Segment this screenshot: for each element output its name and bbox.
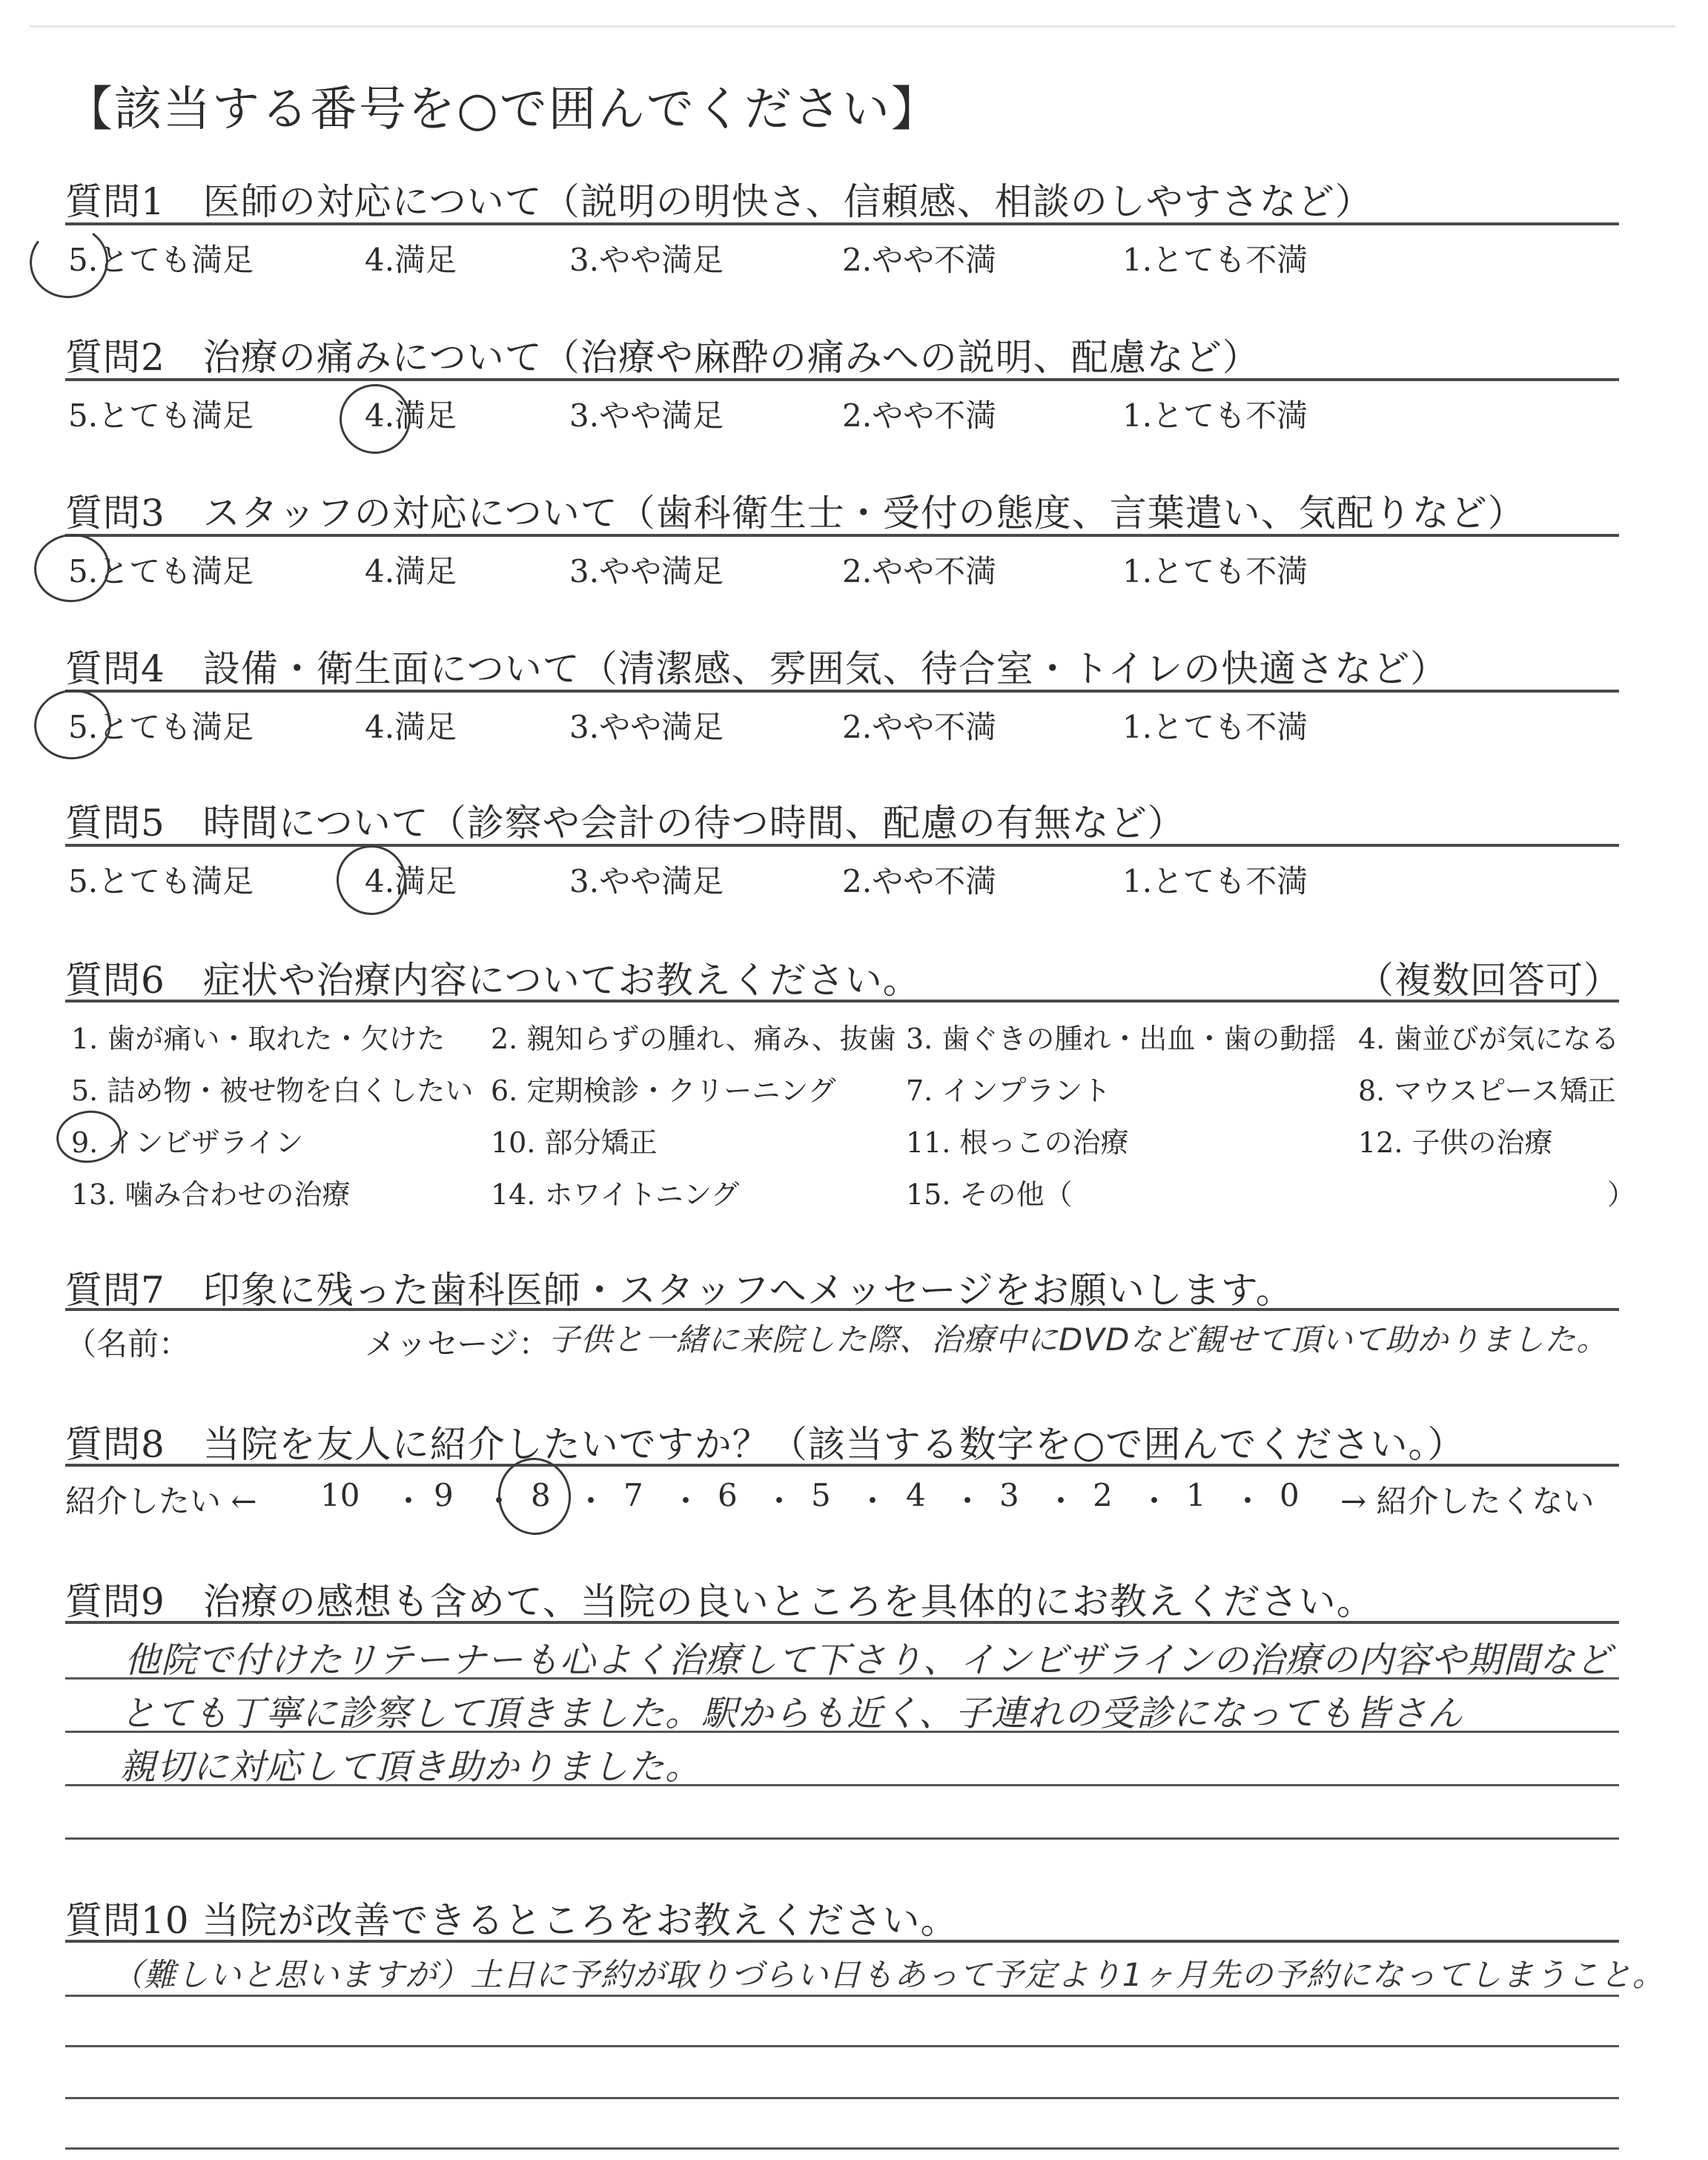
q8-right-label: → 紹介したくない — [1340, 1483, 1595, 1519]
scan-top-edge — [30, 25, 1675, 27]
q10-answer-text: （難しいと思いますが）土日に予約が取りづらい日もあって予定より1ヶ月先の予約になってしまうこと。 — [111, 1957, 1665, 1994]
q3-option-3[interactable]: 3.やや満足 — [569, 553, 724, 589]
q8-score-2[interactable]: 2 — [1093, 1477, 1113, 1513]
q4-option-1[interactable]: 1.とても不満 — [1122, 709, 1308, 745]
q8-dot: ・ — [1139, 1483, 1171, 1519]
q6-option-7[interactable]: 7. インプラント — [906, 1074, 1111, 1107]
q1-option-4[interactable]: 4.満足 — [365, 242, 457, 278]
q3-option-5[interactable]: 5.とても満足 — [68, 553, 254, 589]
q10-heading: 質問10 当院が改善できるところをお教えください。 — [65, 1899, 959, 1942]
q5-option-1[interactable]: 1.とても不満 — [1122, 863, 1308, 899]
q3-selection-circle — [30, 529, 114, 607]
q5-option-3[interactable]: 3.やや満足 — [569, 863, 724, 899]
q8-left-label: 紹介したい ← — [65, 1483, 257, 1519]
q6-option-8[interactable]: 8. マウスピース矯正 — [1358, 1074, 1616, 1107]
q8-score-3[interactable]: 3 — [999, 1477, 1019, 1513]
q8-score-0[interactable]: 0 — [1280, 1477, 1300, 1513]
q2-option-4[interactable]: 4.満足 — [365, 397, 457, 434]
q8-score-4[interactable]: 4 — [906, 1477, 926, 1513]
q1-option-2[interactable]: 2.やや不満 — [842, 242, 997, 278]
q8-dot: ・ — [483, 1483, 515, 1519]
q2-option-2[interactable]: 2.やや不満 — [842, 397, 997, 434]
q6-option-11[interactable]: 11. 根っこの治療 — [906, 1126, 1129, 1159]
q4-option-2[interactable]: 2.やや不満 — [842, 709, 997, 745]
q6-divider — [65, 1000, 1619, 1003]
q8-dot: ・ — [764, 1483, 795, 1519]
q3-heading: 質問3 スタッフの対応について（歯科衛生士・受付の態度、言葉遣い、気配りなど） — [65, 492, 1526, 535]
q6-multi-note: （複数回答可） — [1357, 959, 1621, 1002]
q1-selection-circle — [25, 220, 113, 303]
q9-answer-text: とても丁寧に診察して頂きました。駅からも近く、子連れの受診になっても皆さん — [120, 1693, 1464, 1734]
q7-heading: 質問7 印象に残った歯科医師・スタッフへメッセージをお願いします。 — [65, 1269, 1294, 1312]
q9-answer-text: 他院で付けたリテーナーも心よく治療して下さり、インビザラインの治療の内容や期間など — [125, 1639, 1612, 1681]
q8-dot: ・ — [670, 1483, 702, 1519]
q7-message-text: 子供と一緒に来院した際、治療中にDVDなど観せて頂いて助かりました。 — [549, 1321, 1609, 1358]
q6-other-close-paren: ） — [1607, 1178, 1636, 1211]
q6-option-5[interactable]: 5. 詰め物・被せ物を白くしたい — [71, 1074, 474, 1107]
q8-score-7[interactable]: 7 — [623, 1477, 643, 1513]
q2-heading: 質問2 治療の痛みについて（治療や麻酔の痛みへの説明、配慮など） — [65, 336, 1260, 379]
q5-heading: 質問5 時間について（診察や会計の待つ時間、配慮の有無など） — [65, 802, 1185, 845]
q3-option-4[interactable]: 4.満足 — [365, 553, 457, 589]
q7-message-label: メッセージ： — [365, 1326, 550, 1362]
q8-dot: ・ — [575, 1483, 607, 1519]
q9-answer-text: 親切に対応して頂き助かりました。 — [120, 1746, 702, 1788]
q3-divider — [65, 534, 1619, 537]
q8-dot: ・ — [1045, 1483, 1077, 1519]
q1-heading: 質問1 医師の対応について（説明の明快さ、信頼感、相談のしやすさなど） — [65, 180, 1373, 223]
q7-name-label: （名前： — [65, 1326, 191, 1362]
q6-option-6[interactable]: 6. 定期検診・クリーニング — [491, 1074, 836, 1107]
q6-option-3[interactable]: 3. 歯ぐきの腫れ・出血・歯の動揺 — [906, 1023, 1337, 1055]
q8-dot: ・ — [393, 1483, 425, 1519]
q4-option-3[interactable]: 3.やや満足 — [569, 709, 724, 745]
q1-option-1[interactable]: 1.とても不満 — [1122, 242, 1308, 278]
q8-dot: ・ — [1232, 1483, 1264, 1519]
q2-option-3[interactable]: 3.やや満足 — [569, 397, 724, 434]
q2-option-5[interactable]: 5.とても満足 — [68, 397, 254, 434]
q9-heading: 質問9 治療の感想も含めて、当院の良いところを具体的にお教えください。 — [65, 1580, 1374, 1623]
q8-score-1[interactable]: 1 — [1186, 1477, 1206, 1513]
q5-divider — [65, 844, 1619, 847]
q6-option-4[interactable]: 4. 歯並びが気になる — [1358, 1023, 1620, 1055]
q6-option-9[interactable]: 9. インビザライン — [71, 1126, 304, 1159]
q6-option-15[interactable]: 15. その他（ — [906, 1178, 1073, 1211]
q10-divider — [65, 1940, 1619, 1943]
q5-option-5[interactable]: 5.とても満足 — [68, 863, 254, 899]
q1-option-3[interactable]: 3.やや満足 — [569, 242, 724, 278]
q1-divider — [65, 222, 1619, 225]
q9-divider — [65, 1621, 1619, 1624]
q8-dot: ・ — [857, 1483, 889, 1519]
q2-option-1[interactable]: 1.とても不満 — [1122, 397, 1308, 434]
q6-heading: 質問6 症状や治療内容についてお教えください。 — [65, 959, 921, 1002]
q3-option-1[interactable]: 1.とても不満 — [1122, 553, 1308, 589]
q9-answer-line — [65, 1837, 1619, 1840]
q6-option-10[interactable]: 10. 部分矯正 — [491, 1126, 658, 1159]
q6-option-14[interactable]: 14. ホワイトニング — [491, 1178, 740, 1211]
q8-score-8[interactable]: 8 — [531, 1477, 551, 1513]
q3-option-2[interactable]: 2.やや不満 — [842, 553, 997, 589]
q6-option-1[interactable]: 1. 歯が痛い・取れた・欠けた — [71, 1023, 446, 1055]
q5-option-4[interactable]: 4.満足 — [365, 863, 457, 899]
q10-answer-line — [65, 2147, 1619, 2150]
q1-option-5[interactable]: 5.とても満足 — [68, 242, 254, 278]
q4-option-4[interactable]: 4.満足 — [365, 709, 457, 745]
q5-selection-circle — [332, 841, 411, 919]
q6-option-13[interactable]: 13. 噛み合わせの治療 — [71, 1178, 351, 1211]
q8-score-6[interactable]: 6 — [718, 1477, 738, 1513]
q4-heading: 質問4 設備・衛生面について（清潔感、雰囲気、待合室・トイレの快適さなど） — [65, 647, 1449, 690]
q8-dot: ・ — [952, 1483, 984, 1519]
q8-score-5[interactable]: 5 — [811, 1477, 831, 1513]
page-title: 【該当する番号を○で囲んでください】 — [65, 82, 940, 137]
q7-divider — [65, 1308, 1619, 1311]
q8-heading: 質問8 当院を友人に紹介したいですか？（該当する数字を○で囲んでください。） — [65, 1423, 1466, 1466]
q4-selection-circle — [30, 684, 116, 764]
q6-option-12[interactable]: 12. 子供の治療 — [1358, 1126, 1553, 1159]
q8-score-9[interactable]: 9 — [434, 1477, 454, 1513]
q4-option-5[interactable]: 5.とても満足 — [68, 709, 254, 745]
q10-answer-line — [65, 2097, 1619, 2099]
q8-divider — [65, 1464, 1619, 1467]
q8-score-10[interactable]: 10 — [320, 1477, 360, 1513]
q10-answer-line — [65, 2045, 1619, 2047]
q5-option-2[interactable]: 2.やや不満 — [842, 863, 997, 899]
q2-divider — [65, 378, 1619, 381]
q6-option-2[interactable]: 2. 親知らずの腫れ、痛み、抜歯 — [491, 1023, 896, 1055]
q4-divider — [65, 690, 1619, 693]
